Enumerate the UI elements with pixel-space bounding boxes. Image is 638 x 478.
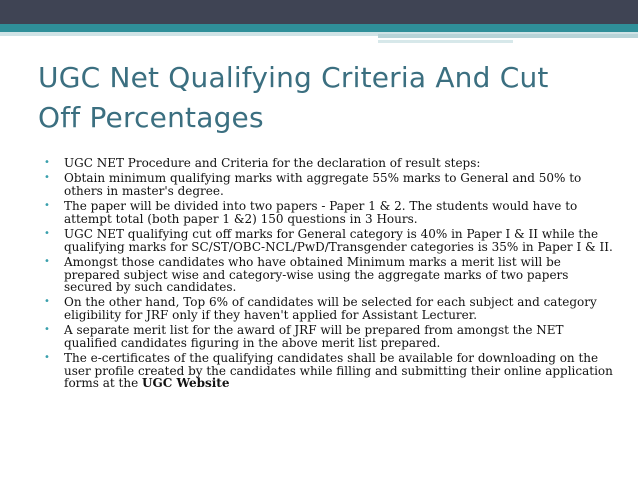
bullet-text: On the other hand, Top 6% of candidates will be selected for each subject and category eligibility for JRF only if they haven't applied for Assistant Lecturer. [64,295,597,322]
bullet-text: Obtain minimum qualifying marks with aggregate 55% marks to General and 50% to others in master's degree. [64,171,582,198]
bullet-item [44,200,614,225]
bullet-icon: • [44,296,50,308]
bullet-item [44,228,614,253]
bullet-text: A separate merit list for the award of JRF will be prepared from amongst the NET qualified candidates figuring in the above merit list prepared. [64,323,564,350]
bullet-text: The e-certificates of the qualifying candidates shall be available for downloading on the user profile created by the candidates while filling and submitting their online application forms at the [64,351,613,391]
bullet-icon: • [44,352,50,364]
bullet-item [44,352,614,390]
bullet-item [44,157,614,170]
header-accent-stripe-short [378,40,513,43]
header-accent-stripe [378,34,638,38]
bullet-item [44,296,614,321]
bullet-text: Amongst those candidates who have obtained Minimum marks a merit list will be prepared subject wise and category-wise using the aggregate marks of two papers secured by such candidates. [64,254,569,295]
bullet-icon: • [44,200,50,212]
bullet-icon: • [44,228,50,240]
bullet-icon: • [44,255,50,267]
bullet-icon: • [44,172,50,184]
bullet-text: UGC NET qualifying cut off marks for General category is 40% in Paper I & II while the qualifying marks for SC/ST/OBC-NCL/PwD/Transgender categories is 35% in Paper I & II. [64,227,613,254]
header-band-dark [0,0,638,24]
bullet-item [44,256,614,294]
bullet-text: UGC NET Procedure and Criteria for the declaration of result steps: [64,156,481,170]
bullet-text: The paper will be divided into two papers - Paper 1 & 2. The students would have to attempt total (both paper 1 &2) 150 questions in 3 Hours. [64,199,578,226]
bullet-list [44,157,614,393]
slide-title: UGC Net Qualifying Criteria And Cut Off Percentages [38,61,549,134]
header-band-teal [0,24,638,32]
bullet-icon: • [44,157,50,168]
ugc-website-link[interactable]: UGC Website [142,376,230,391]
bullet-item [44,172,614,197]
bullet-icon: • [44,324,50,336]
bullet-item [44,324,614,349]
